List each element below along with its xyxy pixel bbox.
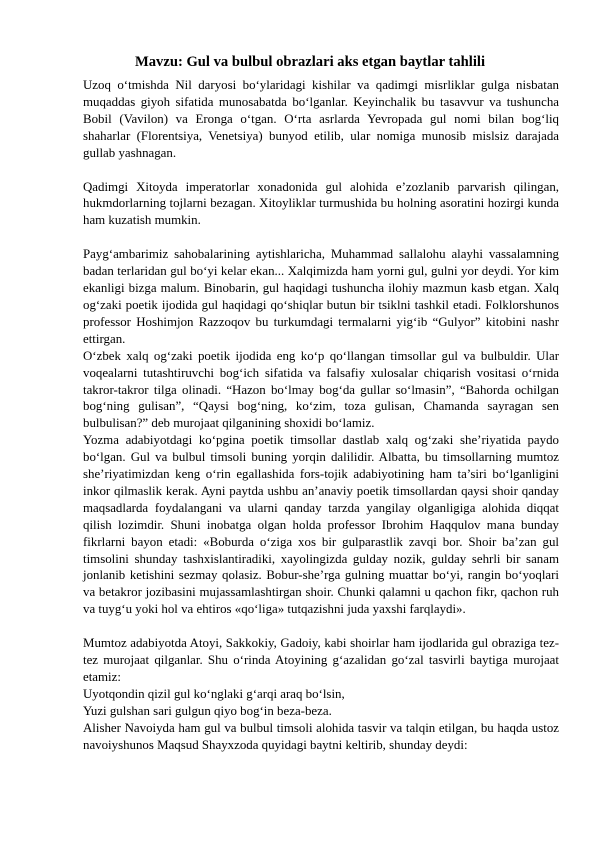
document-body: [83, 77, 559, 754]
paragraph-navoiy: Alisher Navoiyda ham gul va bulbul timsoli alohida tasvir va talqin etilgan, bu haqda ustoz navoiyshunos Maqsud Shayxzoda quyidagi baytni keltirib, shunday deydi:: [83, 720, 559, 752]
paragraph-ancient-egypt: Uzoq o‘tmishda Nil daryosi bo‘ylaridagi kishilar va qadimgi misrliklar gulga nisbatan muqaddas giyoh sifatida munosabatda bo‘lganlar. Keyinchalik bu tasavvur va tushuncha Bobil (Vavilon) va Eronga o‘tgan. O‘rta asrlarda Yevropada gul nomi bilan bog‘liq shaharlar (Florentsiya, Venetsiya) bunyod etilib, ular nomiga munosib mislsiz darajada gullab yashnagan.: [83, 78, 559, 160]
document-title: Mavzu: Gul va bulbul obrazlari aks etgan baytlar tahlili: [134, 54, 485, 70]
paragraph-classical-poets: Mumtoz adabiyotda Atoyi, Sakkokiy, Gadoiy, kabi shoirlar ham ijodlarida gul obraziga tez-tez murojaat qilganlar. Shu o‘rinda Atoyining g‘azalidan go‘zal tasvirli baytiga murojaat etamiz:: [83, 636, 559, 684]
paragraph-written-literature: Yozma adabiyotdagi ko‘pgina poetik timsollar dastlab xalq og‘zaki she’riyatida paydo bo‘lgan. Gul va bulbul timsoli buning yorqin dalilidir. Albatta, bu timsollarning mumtoz she’riyatimizdan keng o‘rin egallashida fors-tojik adabiyotining ham ta’siri bo‘lganligini inkor qilmaslik kerak. Ayni paytda ushbu an’anaviy poetik timsollardan qaysi shoir qanday maqsadlarda foydalangani va ularni qanday tarzda yangilay olganligiga alohida diqqat qilish lozimdir. Shuni inobatga olgan holda professor Ibrohim Haqqulov mana bunday fikrlarni bayon etadi: «Boburda o‘ziga xos bir gulparastlik zavqi bor. Shoir ba’zan gul timsolini shunday tashxislantiradiki, xayolingizda gulday nozik, gulday sehrli bir sanam jonlanib ketishini sezmay qolasiz. Bobur-she’rga gulning muattar bo‘yi, rangin bo‘yoqlari va betakror jozibasini mujassamlashtirgan shoir. Chunki qalamni u qachon fikr, qachon ruh va tuyg‘u yoki hol va ehtiros «qo‘liga» tutqazishni juda yaxshi farqlaydi».: [83, 433, 559, 617]
verse-line-2: Yuzi gulshan sari gulgun qiyo bog‘in beza-beza.: [83, 703, 332, 718]
paragraph-prophet: Payg‘ambarimiz sahobalarining aytishlaricha, Muhammad sallalohu alayhi vassalamning badan terlaridan gul bo‘yi kelar ekan... Xalqimizda ham yorni gul, gulni yor deydi. Yor kim ekanligi bizga malum. Binobarin, gul haqidagi tushuncha ilohiy mazmun kasb etgan. Xalq og‘zaki poetik ijodida gul haqidagi qo‘shiqlar butun bir tsiklni tashkil etadi. Folklorshunos professor Hoshimjon Razzoqov bu turkumdagi termalarni yig‘ib “Gulyor” kitobini nashr ettirgan.: [83, 247, 559, 346]
paragraph-folklore: O‘zbek xalq og‘zaki poetik ijodida eng ko‘p qo‘llangan timsollar gul va bulbuldir. Ular voqealarni tutashtiruvchi bog‘ich sifatida va falsafiy xulosalar chiqarish vositasi o‘rnida takror-takror tilga olinadi. “Hazon bo‘lmay bog‘da gullar so‘lmasin”, “Bahorda ochilgan bog‘ning gulisan”, “Qaysi bog‘ning, ko‘zim, toza gulisan, Chamanda sayragan sen bulbulisan?” deb murojaat qilganining shoxidi bo‘lamiz.: [83, 348, 559, 431]
paragraph-ancient-china: Qadimgi Xitoyda imperatorlar xonadonida gul alohida e’zozlanib parvarish qilingan, hukmdorlarning tojlarni bezagan. Xitoyliklar turmushida bu holning asoratini hozirgi kunda ham kuzatish mumkin.: [83, 179, 559, 228]
verse-line-1: Uyotqondin qizil gul ko‘nglaki g‘arqi araq bo‘lsin,: [83, 686, 345, 701]
